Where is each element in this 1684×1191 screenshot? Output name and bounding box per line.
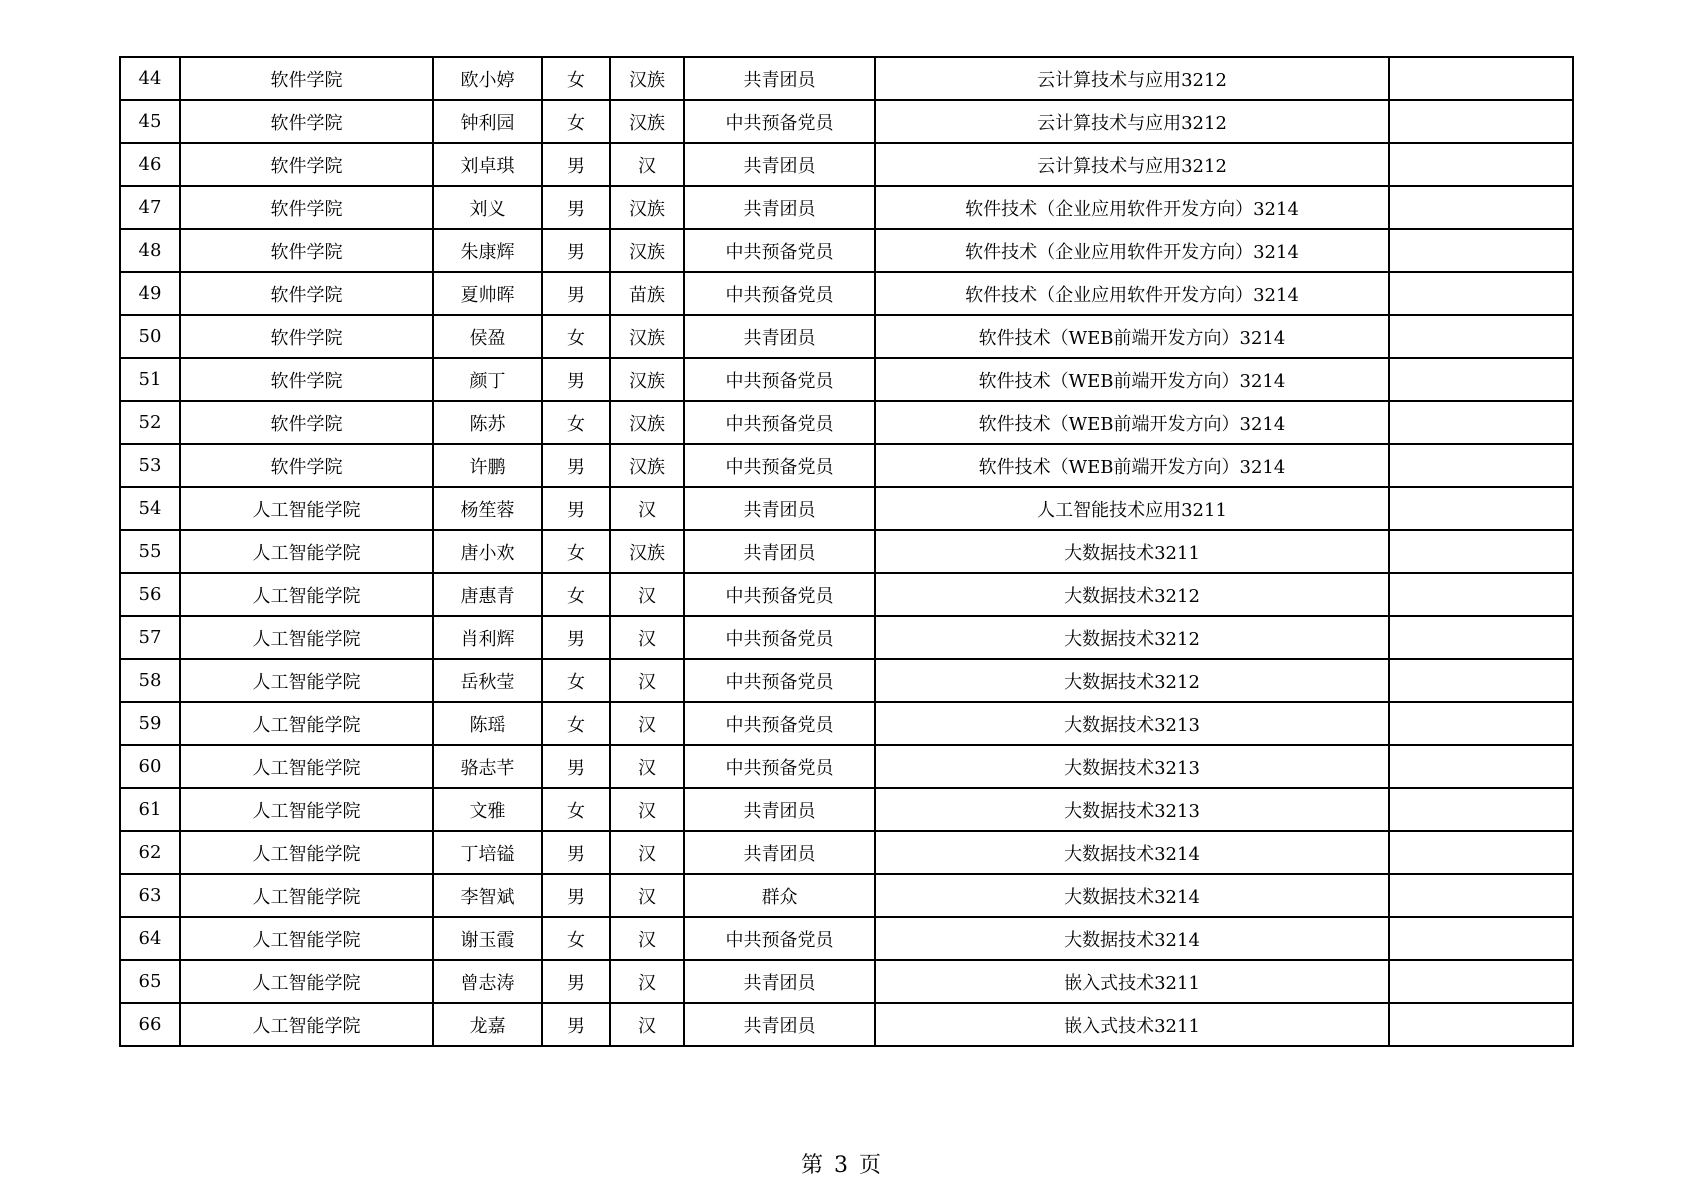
remark-cell [1389,616,1573,659]
college-cell: 软件学院 [180,272,433,315]
table-row [120,788,1573,831]
ethnicity-cell: 汉 [610,702,684,745]
major-class-cell: 嵌入式技术3211 [875,960,1389,1003]
row-number-cell: 66 [120,1003,180,1046]
row-number-cell: 62 [120,831,180,874]
row-number-cell: 55 [120,530,180,573]
major-class-cell: 软件技术（企业应用软件开发方向）3214 [875,272,1389,315]
gender-cell: 男 [542,444,610,487]
political-status-cell: 中共预备党员 [684,229,875,272]
ethnicity-cell: 汉 [610,788,684,831]
remark-cell [1389,186,1573,229]
remark-cell [1389,1003,1573,1046]
remark-cell [1389,917,1573,960]
political-status-cell: 中共预备党员 [684,745,875,788]
remark-cell [1389,272,1573,315]
gender-cell: 男 [542,960,610,1003]
gender-cell: 女 [542,659,610,702]
student-name-cell: 钟利园 [433,100,542,143]
table-row [120,659,1573,702]
ethnicity-cell: 汉 [610,960,684,1003]
political-status-cell: 中共预备党员 [684,917,875,960]
remark-cell [1389,874,1573,917]
ethnicity-cell: 苗族 [610,272,684,315]
remark-cell [1389,401,1573,444]
ethnicity-cell: 汉 [610,659,684,702]
political-status-cell: 中共预备党员 [684,444,875,487]
major-class-cell: 软件技术（企业应用软件开发方向）3214 [875,186,1389,229]
row-number-cell: 51 [120,358,180,401]
ethnicity-cell: 汉 [610,745,684,788]
major-class-cell: 云计算技术与应用3212 [875,143,1389,186]
row-number-cell: 61 [120,788,180,831]
row-number-cell: 60 [120,745,180,788]
ethnicity-cell: 汉 [610,831,684,874]
ethnicity-cell: 汉族 [610,315,684,358]
row-number-cell: 52 [120,401,180,444]
college-cell: 人工智能学院 [180,487,433,530]
row-number-cell: 49 [120,272,180,315]
student-name-cell: 龙嘉 [433,1003,542,1046]
political-status-cell: 群众 [684,874,875,917]
college-cell: 人工智能学院 [180,874,433,917]
major-class-cell: 软件技术（企业应用软件开发方向）3214 [875,229,1389,272]
row-number-cell: 45 [120,100,180,143]
major-class-cell: 大数据技术3212 [875,659,1389,702]
major-class-cell: 大数据技术3212 [875,616,1389,659]
row-number-cell: 53 [120,444,180,487]
ethnicity-cell: 汉 [610,917,684,960]
major-class-cell: 大数据技术3214 [875,917,1389,960]
remark-cell [1389,530,1573,573]
row-number-cell: 58 [120,659,180,702]
student-name-cell: 肖利辉 [433,616,542,659]
ethnicity-cell: 汉 [610,573,684,616]
major-class-cell: 大数据技术3214 [875,874,1389,917]
student-name-cell: 杨笙蓉 [433,487,542,530]
student-name-cell: 文雅 [433,788,542,831]
table-row [120,358,1573,401]
table-row [120,831,1573,874]
political-status-cell: 中共预备党员 [684,616,875,659]
table-row [120,444,1573,487]
student-name-cell: 丁培镒 [433,831,542,874]
table-row [120,57,1573,100]
table-row [120,272,1573,315]
gender-cell: 女 [542,100,610,143]
college-cell: 软件学院 [180,401,433,444]
student-name-cell: 刘义 [433,186,542,229]
major-class-cell: 大数据技术3211 [875,530,1389,573]
table-row [120,745,1573,788]
political-status-cell: 共青团员 [684,487,875,530]
remark-cell [1389,960,1573,1003]
gender-cell: 女 [542,315,610,358]
table-row [120,100,1573,143]
political-status-cell: 中共预备党员 [684,659,875,702]
remark-cell [1389,100,1573,143]
table-row [120,573,1573,616]
political-status-cell: 共青团员 [684,143,875,186]
ethnicity-cell: 汉 [610,1003,684,1046]
gender-cell: 男 [542,143,610,186]
student-name-cell: 唐小欢 [433,530,542,573]
row-number-cell: 63 [120,874,180,917]
student-name-cell: 骆志芊 [433,745,542,788]
table-row [120,702,1573,745]
remark-cell [1389,229,1573,272]
college-cell: 软件学院 [180,143,433,186]
row-number-cell: 54 [120,487,180,530]
gender-cell: 男 [542,186,610,229]
political-status-cell: 共青团员 [684,960,875,1003]
political-status-cell: 共青团员 [684,1003,875,1046]
table-row [120,143,1573,186]
gender-cell: 男 [542,272,610,315]
row-number-cell: 65 [120,960,180,1003]
college-cell: 人工智能学院 [180,573,433,616]
gender-cell: 女 [542,573,610,616]
ethnicity-cell: 汉族 [610,100,684,143]
ethnicity-cell: 汉族 [610,57,684,100]
gender-cell: 男 [542,616,610,659]
student-name-cell: 唐惠青 [433,573,542,616]
student-name-cell: 侯盈 [433,315,542,358]
college-cell: 人工智能学院 [180,530,433,573]
major-class-cell: 软件技术（WEB前端开发方向）3214 [875,315,1389,358]
ethnicity-cell: 汉 [610,616,684,659]
remark-cell [1389,315,1573,358]
table-row [120,616,1573,659]
ethnicity-cell: 汉 [610,874,684,917]
gender-cell: 女 [542,530,610,573]
major-class-cell: 软件技术（WEB前端开发方向）3214 [875,401,1389,444]
table-row [120,186,1573,229]
gender-cell: 男 [542,487,610,530]
college-cell: 软件学院 [180,444,433,487]
major-class-cell: 云计算技术与应用3212 [875,100,1389,143]
college-cell: 软件学院 [180,315,433,358]
remark-cell [1389,143,1573,186]
roster-body [120,57,1573,1046]
college-cell: 软件学院 [180,358,433,401]
ethnicity-cell: 汉族 [610,444,684,487]
gender-cell: 女 [542,917,610,960]
major-class-cell: 软件技术（WEB前端开发方向）3214 [875,444,1389,487]
table-row [120,229,1573,272]
major-class-cell: 人工智能技术应用3211 [875,487,1389,530]
row-number-cell: 44 [120,57,180,100]
ethnicity-cell: 汉族 [610,530,684,573]
gender-cell: 男 [542,874,610,917]
remark-cell [1389,659,1573,702]
political-status-cell: 共青团员 [684,831,875,874]
table-row [120,315,1573,358]
political-status-cell: 中共预备党员 [684,401,875,444]
college-cell: 软件学院 [180,186,433,229]
gender-cell: 男 [542,745,610,788]
major-class-cell: 大数据技术3212 [875,573,1389,616]
student-name-cell: 李智斌 [433,874,542,917]
remark-cell [1389,487,1573,530]
political-status-cell: 共青团员 [684,315,875,358]
college-cell: 人工智能学院 [180,788,433,831]
row-number-cell: 48 [120,229,180,272]
gender-cell: 女 [542,401,610,444]
political-status-cell: 中共预备党员 [684,358,875,401]
student-name-cell: 颜丁 [433,358,542,401]
row-number-cell: 46 [120,143,180,186]
college-cell: 人工智能学院 [180,831,433,874]
political-status-cell: 中共预备党员 [684,272,875,315]
major-class-cell: 大数据技术3213 [875,702,1389,745]
student-name-cell: 刘卓琪 [433,143,542,186]
row-number-cell: 57 [120,616,180,659]
table-row [120,401,1573,444]
gender-cell: 男 [542,831,610,874]
college-cell: 人工智能学院 [180,917,433,960]
remark-cell [1389,358,1573,401]
gender-cell: 女 [542,702,610,745]
political-status-cell: 中共预备党员 [684,100,875,143]
college-cell: 软件学院 [180,57,433,100]
ethnicity-cell: 汉族 [610,229,684,272]
student-name-cell: 曾志涛 [433,960,542,1003]
college-cell: 人工智能学院 [180,745,433,788]
student-name-cell: 陈瑶 [433,702,542,745]
table-row [120,917,1573,960]
college-cell: 人工智能学院 [180,1003,433,1046]
remark-cell [1389,573,1573,616]
table-row [120,487,1573,530]
ethnicity-cell: 汉 [610,487,684,530]
ethnicity-cell: 汉族 [610,358,684,401]
student-name-cell: 夏帅晖 [433,272,542,315]
row-number-cell: 56 [120,573,180,616]
major-class-cell: 大数据技术3213 [875,788,1389,831]
political-status-cell: 共青团员 [684,788,875,831]
remark-cell [1389,57,1573,100]
gender-cell: 男 [542,229,610,272]
table-row [120,530,1573,573]
major-class-cell: 云计算技术与应用3212 [875,57,1389,100]
table-row [120,960,1573,1003]
remark-cell [1389,831,1573,874]
row-number-cell: 47 [120,186,180,229]
remark-cell [1389,702,1573,745]
college-cell: 人工智能学院 [180,960,433,1003]
college-cell: 人工智能学院 [180,616,433,659]
student-name-cell: 岳秋莹 [433,659,542,702]
student-name-cell: 陈苏 [433,401,542,444]
student-name-cell: 谢玉霞 [433,917,542,960]
college-cell: 人工智能学院 [180,702,433,745]
roster-table [119,56,1574,1047]
ethnicity-cell: 汉族 [610,186,684,229]
college-cell: 软件学院 [180,229,433,272]
student-name-cell: 欧小婷 [433,57,542,100]
page-number: 第 3 页 [801,1153,883,1178]
table-row [120,1003,1573,1046]
gender-cell: 男 [542,1003,610,1046]
row-number-cell: 50 [120,315,180,358]
political-status-cell: 共青团员 [684,530,875,573]
remark-cell [1389,444,1573,487]
ethnicity-cell: 汉族 [610,401,684,444]
college-cell: 人工智能学院 [180,659,433,702]
political-status-cell: 中共预备党员 [684,702,875,745]
college-cell: 软件学院 [180,100,433,143]
table-row [120,874,1573,917]
major-class-cell: 大数据技术3213 [875,745,1389,788]
remark-cell [1389,745,1573,788]
political-status-cell: 共青团员 [684,57,875,100]
ethnicity-cell: 汉 [610,143,684,186]
gender-cell: 女 [542,788,610,831]
row-number-cell: 64 [120,917,180,960]
student-name-cell: 许鹏 [433,444,542,487]
major-class-cell: 大数据技术3214 [875,831,1389,874]
political-status-cell: 共青团员 [684,186,875,229]
gender-cell: 女 [542,57,610,100]
major-class-cell: 嵌入式技术3211 [875,1003,1389,1046]
major-class-cell: 软件技术（WEB前端开发方向）3214 [875,358,1389,401]
student-name-cell: 朱康辉 [433,229,542,272]
remark-cell [1389,788,1573,831]
gender-cell: 男 [542,358,610,401]
political-status-cell: 中共预备党员 [684,573,875,616]
row-number-cell: 59 [120,702,180,745]
